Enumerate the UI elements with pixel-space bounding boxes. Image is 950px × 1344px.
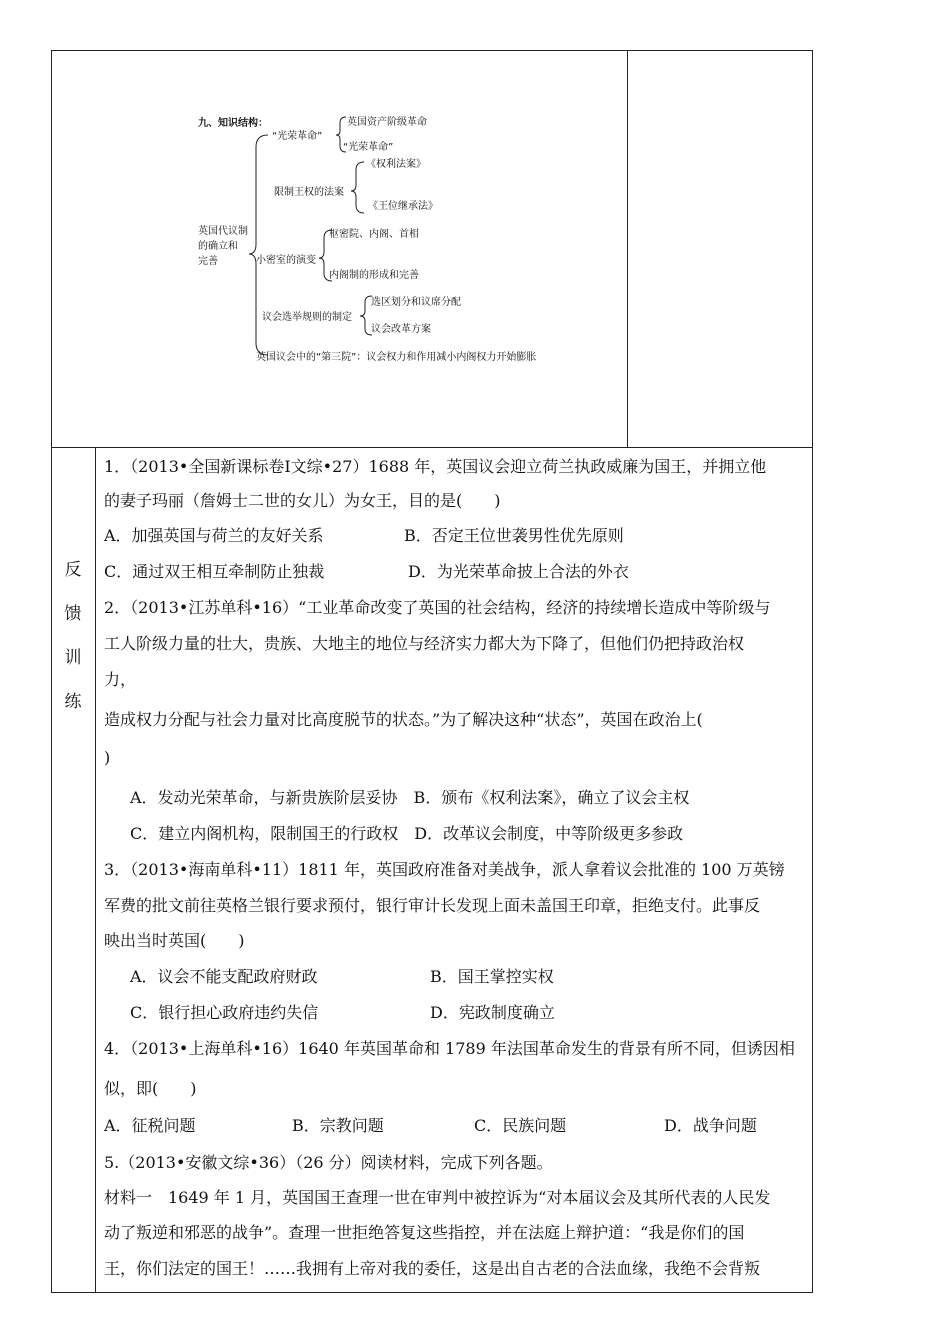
q3-option-d: D．宪政制度确立 <box>430 1003 555 1022</box>
q1-line-1: 1．（2013•全国新课标卷Ⅰ文综•27）1688 年，英国议会迎立荷兰执政威廉为国王，并拥立他 <box>104 457 767 476</box>
b4-child-2: 议会改革方案 <box>371 324 431 335</box>
side-char-4: 练 <box>64 692 82 712</box>
b4-child-1: 选区划分和议席分配 <box>371 297 461 308</box>
side-label-feedback-training <box>52 548 94 724</box>
q5-line-3: 动了叛逆和邪恶的战争”。查理一世拒绝答复这些指控，并在法庭上辩护道：“我是你们的国 <box>104 1223 745 1242</box>
q5-line-2: 材料一 1649 年 1 月，英国国王查理一世在审判中被控诉为“对本届议会及其所代表的人民发 <box>104 1188 771 1207</box>
side-char-1: 反 <box>64 560 82 580</box>
diagram-root-line3: 完善 <box>198 256 218 267</box>
b2-child-2: 《王位继承法》 <box>368 201 438 212</box>
b1-child-1: 英国资产阶级革命 <box>347 117 427 128</box>
q1-option-b: B．否定王位世袭男性优先原则 <box>404 526 624 545</box>
q3-line-1: 3．（2013•海南单科•11）1811 年，英国政府准备对美战争，派人拿着议会批准的 100 万英镑 <box>104 860 785 879</box>
q4-line-2: 似，即( ) <box>104 1079 197 1098</box>
branch-cabinet-evolution: 小密室的演变 <box>256 255 316 266</box>
q2-options-ab: A．发动光荣革命，与新贵族阶层妥协 B．颁布《权利法案》，确立了议会主权 <box>130 788 690 807</box>
q1-option-d: D．为光荣革命披上合法的外衣 <box>408 562 629 581</box>
b2-child-1: 《权利法案》 <box>366 159 426 170</box>
diagram-root-line1: 英国代议制 <box>198 226 248 237</box>
q2-line-1: 2．（2013•江苏单科•16）“工业革命改变了英国的社会结构，经济的持续增长造成中等阶级与 <box>104 598 771 617</box>
branch-election-rules: 议会选举规则的制定 <box>262 312 352 323</box>
branch-third-house: 英国议会中的“第三院”：议会权力和作用减小内阁权力开始膨胀 <box>256 352 537 363</box>
q3-option-c: C．银行担心政府违约失信 <box>130 1003 319 1022</box>
q4-option-d: D．战争问题 <box>664 1116 757 1135</box>
q3-option-a: A．议会不能支配政府财政 <box>130 967 318 986</box>
q3-option-b: B．国王掌控实权 <box>430 967 554 986</box>
side-char-2: 馈 <box>64 604 82 624</box>
b3-child-1: 枢密院、内阁、首相 <box>329 229 419 240</box>
q5-line-1: 5.（2013•安徽文综•36）（26 分）阅读材料，完成下列各题。 <box>104 1153 553 1172</box>
q4-option-a: A．征税问题 <box>104 1116 196 1135</box>
q5-line-4: 王，你们法定的国王！……我拥有上帝对我的委任，这是出自古老的合法血缘，我绝不会背叛 <box>104 1259 761 1278</box>
q2-options-cd: C．建立内阁机构，限制国王的行政权 D．改革议会制度，中等阶级更多参政 <box>130 824 684 843</box>
branch-limit-royal-power: 限制王权的法案 <box>274 187 344 198</box>
q3-line-2: 军费的批文前往英格兰银行要求预付，银行审计长发现上面未盖国王印章，拒绝支付。此事反 <box>104 896 761 915</box>
diagram-root-line2: 的确立和 <box>198 241 238 252</box>
q2-line-4: 造成权力分配与社会力量对比高度脱节的状态。”为了解决这种“状态”，英国在政治上( <box>104 710 703 729</box>
branch-glorious-revolution: “光荣革命” <box>272 131 323 142</box>
side-char-3: 训 <box>64 648 82 668</box>
q1-line-2: 的妻子玛丽（詹姆士二世的女儿）为女王，目的是( ) <box>104 491 501 510</box>
diagram-heading: 九、知识结构： <box>198 118 268 129</box>
q4-option-b: B．宗教问题 <box>292 1116 384 1135</box>
q1-option-c: C．通过双王相互牵制防止独裁 <box>104 562 325 581</box>
q2-line-5: ) <box>104 748 111 767</box>
q1-option-a: A．加强英国与荷兰的友好关系 <box>104 526 324 545</box>
b1-child-2: “光荣革命” <box>343 142 394 153</box>
q4-option-c: C．民族问题 <box>474 1116 567 1135</box>
b3-child-2: 内阁制的形成和完善 <box>329 270 419 281</box>
side-column-divider <box>95 447 96 1293</box>
knowledge-structure-diagram <box>0 0 950 450</box>
brace-2 <box>351 162 364 213</box>
q3-line-3: 映出当时英国( ) <box>104 931 245 950</box>
q2-line-3: 力， <box>104 670 137 689</box>
q2-line-2: 工人阶级力量的壮大，贵族、大地主的地位与经济实力都大为下降了，但他们仍把持政治权 <box>104 634 745 653</box>
q4-line-1: 4．（2013•上海单科•16）1640 年英国革命和 1789 年法国革命发生的背景有所不同，但诱因相 <box>104 1039 795 1058</box>
